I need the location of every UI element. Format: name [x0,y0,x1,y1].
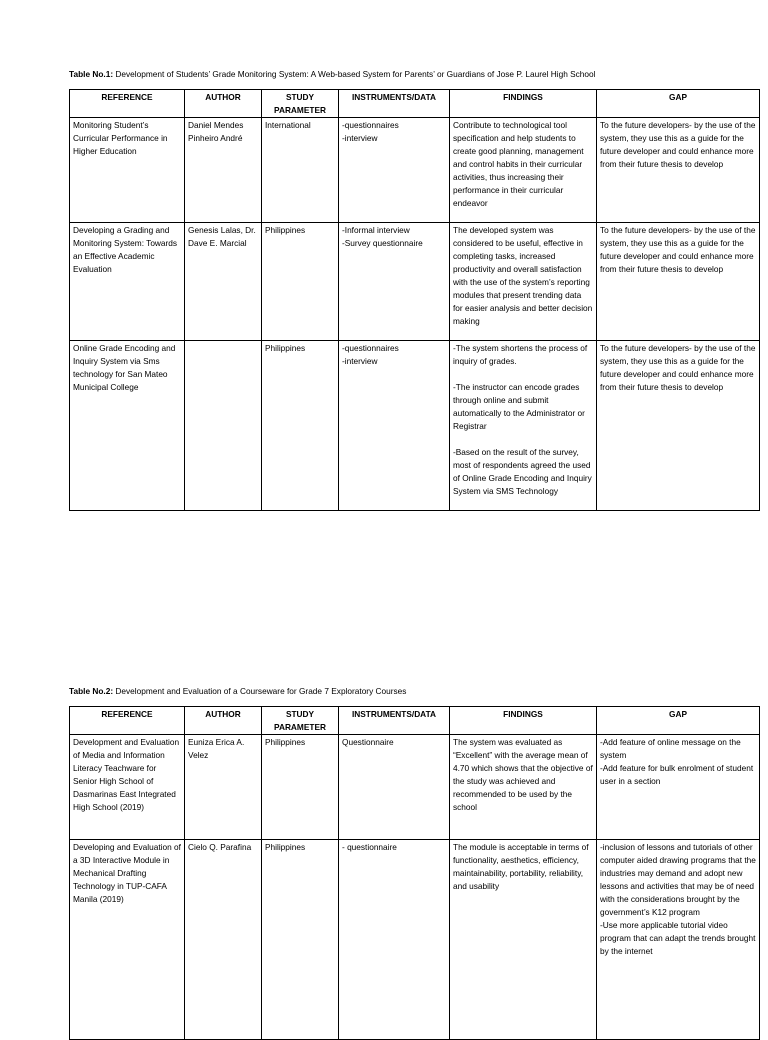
cell-study-parameter: Philippines [262,840,339,1040]
cell-findings: -The system shortens the process of inquiry of grades. -The instructor can encode grades through online and submit automatically to the Administrator or Registrar -Based on the result of the survey, most of respondents agreed the used of Online Grade Encoding and Inquiry System via SMS Technology [450,341,597,511]
cell-reference: Developing and Evaluation of a 3D Interactive Module in Mechanical Drafting Technology in TUP-CAFA Manila (2019) [70,840,185,1040]
cell-findings: The module is acceptable in terms of functionality, aesthetics, efficiency, maintainability, portability, reliability, and usability [450,840,597,1040]
cell-gap: To the future developers- by the use of the system, they use this as a guide for the future developer and could enhance more from their future thesis to develop [597,341,760,511]
table2-header-row [70,707,760,735]
cell-author: Daniel Mendes Pinheiro André [185,118,262,223]
cell-gap: -Add feature of online message on the system -Add feature for bulk enrolment of student user in a section [597,735,760,840]
cell-author: Cielo Q. Parafina [185,840,262,1040]
column-header-author: AUTHOR [185,90,262,118]
column-header-author: AUTHOR [185,707,262,735]
table1-caption [69,68,759,80]
table1 [69,89,760,511]
table2 [69,706,760,1040]
column-header-instruments: INSTRUMENTS/DATA [339,707,450,735]
cell-gap: To the future developers- by the use of the system, they use this as a guide for the future developer and could enhance more from their future thesis to develop [597,223,760,341]
column-header-findings: FINDINGS [450,90,597,118]
cell-instruments: - questionnaire [339,840,450,1040]
column-header-reference: REFERENCE [70,707,185,735]
table-row [70,223,760,341]
table-row [70,840,760,1040]
column-header-findings: FINDINGS [450,707,597,735]
cell-reference: Online Grade Encoding and Inquiry System via Sms technology for San Mateo Municipal College [70,341,185,511]
column-header-study-parameter: STUDY PARAMETER [262,90,339,118]
cell-author: Genesis Lalas, Dr. Dave E. Marcial [185,223,262,341]
table2-caption [69,685,759,697]
cell-instruments: Questionnaire [339,735,450,840]
cell-instruments: -questionnaires -interview [339,118,450,223]
table1-caption-label: Table No.1: [69,69,114,79]
column-header-study-parameter: STUDY PARAMETER [262,707,339,735]
cell-instruments: -Informal interview -Survey questionnaire [339,223,450,341]
cell-study-parameter: Philippines [262,341,339,511]
table2-section [69,685,759,1040]
cell-findings: Contribute to technological tool specification and help students to create good planning, management and control habits in their curricular activities, thus increasing their performance in their curricular endeavor [450,118,597,223]
table-row [70,118,760,223]
table1-header-row [70,90,760,118]
table1-caption-text: Development of Students’ Grade Monitoring System: A Web-based System for Parents’ or Guardians of Jose P. Laurel High School [113,69,596,79]
cell-reference: Developing a Grading and Monitoring System: Towards an Effective Academic Evaluation [70,223,185,341]
table2-caption-label: Table No.2: [69,686,114,696]
cell-findings: The system was evaluated as “Excellent” with the average mean of 4.70 which shows that the objective of the study was achieved and recommended to be used by the school [450,735,597,840]
cell-author [185,341,262,511]
column-header-gap: GAP [597,707,760,735]
column-header-gap: GAP [597,90,760,118]
cell-gap: -inclusion of lessons and tutorials of other computer aided drawing programs that the industries may demand and adopt new lessons and activities that may be of need with the considerations brought by the government’s K12 program -Use more applicable tutorial video program that can adapt the trends brought by the internet [597,840,760,1040]
cell-study-parameter: Philippines [262,735,339,840]
column-header-reference: REFERENCE [70,90,185,118]
table1-section [69,68,759,511]
cell-reference: Development and Evaluation of Media and Information Literacy Teachware for Senior High School of Dasmarinas East Integrated High School (2019) [70,735,185,840]
cell-findings: The developed system was considered to be useful, effective in completing tasks, increased productivity and overall satisfaction with the use of the system’s reporting modules that present trending data for easier analysis and better decision making [450,223,597,341]
cell-study-parameter: Philippines [262,223,339,341]
table2-caption-text: Development and Evaluation of a Courseware for Grade 7 Exploratory Courses [113,686,407,696]
table-row [70,735,760,840]
cell-study-parameter: International [262,118,339,223]
cell-reference: Monitoring Student’s Curricular Performance in Higher Education [70,118,185,223]
cell-author: Euniza Erica A. Velez [185,735,262,840]
cell-instruments: -questionnaires -interview [339,341,450,511]
cell-gap: To the future developers- by the use of the system, they use this as a guide for the future developer and could enhance more from their future thesis to develop [597,118,760,223]
table-row [70,341,760,511]
column-header-instruments: INSTRUMENTS/DATA [339,90,450,118]
